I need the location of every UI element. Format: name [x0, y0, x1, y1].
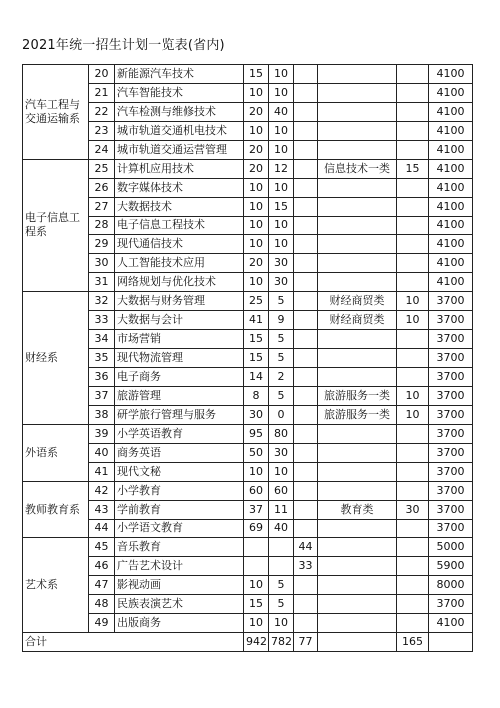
plan-c-cell — [294, 65, 318, 84]
category-count-cell: 10 — [397, 386, 429, 405]
total-e-cell: 165 — [397, 633, 429, 652]
row-number-cell: 21 — [89, 83, 115, 102]
major-name-cell: 大数据与财务管理 — [115, 292, 244, 311]
table-row — [23, 102, 473, 121]
row-number-cell: 31 — [89, 273, 115, 292]
table-row — [23, 83, 473, 102]
plan-a-cell: 15 — [244, 595, 269, 614]
category-count-cell — [397, 140, 429, 159]
plan-a-cell: 10 — [244, 121, 269, 140]
total-row — [23, 633, 473, 652]
plan-b-cell: 10 — [269, 462, 294, 481]
major-name-cell: 现代通信技术 — [115, 235, 244, 254]
plan-c-cell — [294, 254, 318, 273]
tuition-cell: 4100 — [429, 235, 473, 254]
table-row — [23, 273, 473, 292]
category-count-cell — [397, 235, 429, 254]
category-count-cell — [397, 178, 429, 197]
category-cell — [318, 235, 397, 254]
plan-c-cell — [294, 197, 318, 216]
category-cell — [318, 538, 397, 557]
plan-c-cell — [294, 273, 318, 292]
plan-b-cell: 5 — [269, 576, 294, 595]
tuition-cell: 3700 — [429, 481, 473, 500]
row-number-cell: 28 — [89, 216, 115, 235]
tuition-cell: 4100 — [429, 65, 473, 84]
plan-b-cell: 30 — [269, 273, 294, 292]
plan-a-cell: 41 — [244, 311, 269, 330]
plan-c-cell — [294, 424, 318, 443]
plan-c-cell — [294, 330, 318, 349]
table-row — [23, 538, 473, 557]
category-count-cell — [397, 424, 429, 443]
row-number-cell: 47 — [89, 576, 115, 595]
category-count-cell — [397, 576, 429, 595]
major-name-cell: 商务英语 — [115, 443, 244, 462]
total-f-cell — [429, 633, 473, 652]
category-count-cell — [397, 368, 429, 387]
category-cell: 教育类 — [318, 500, 397, 519]
tuition-cell: 3700 — [429, 349, 473, 368]
plan-a-cell: 10 — [244, 216, 269, 235]
row-number-cell: 45 — [89, 538, 115, 557]
category-count-cell: 15 — [397, 159, 429, 178]
major-name-cell: 城市轨道交通运营管理 — [115, 140, 244, 159]
table-row — [23, 481, 473, 500]
category-count-cell — [397, 614, 429, 633]
category-cell: 旅游服务一类 — [318, 386, 397, 405]
table-row — [23, 424, 473, 443]
table-row — [23, 576, 473, 595]
total-b-cell: 782 — [269, 633, 294, 652]
plan-c-cell — [294, 462, 318, 481]
row-number-cell: 34 — [89, 330, 115, 349]
plan-c-cell — [294, 121, 318, 140]
plan-c-cell — [294, 386, 318, 405]
table-row — [23, 121, 473, 140]
plan-a-cell: 15 — [244, 349, 269, 368]
category-count-cell — [397, 121, 429, 140]
major-name-cell: 大数据技术 — [115, 197, 244, 216]
table-row — [23, 311, 473, 330]
plan-b-cell: 10 — [269, 140, 294, 159]
major-name-cell: 新能源汽车技术 — [115, 65, 244, 84]
category-cell — [318, 254, 397, 273]
major-name-cell: 小学语文教育 — [115, 519, 244, 538]
row-number-cell: 42 — [89, 481, 115, 500]
plan-c-cell — [294, 178, 318, 197]
plan-b-cell: 30 — [269, 443, 294, 462]
page-title: 2021年统一招生计划一览表(省内) — [22, 38, 225, 53]
tuition-cell: 4100 — [429, 216, 473, 235]
plan-a-cell: 25 — [244, 292, 269, 311]
tuition-cell: 3700 — [429, 462, 473, 481]
table-row — [23, 595, 473, 614]
plan-b-cell: 11 — [269, 500, 294, 519]
tuition-cell: 3700 — [429, 292, 473, 311]
plan-a-cell: 20 — [244, 159, 269, 178]
major-name-cell: 广告艺术设计 — [115, 557, 244, 576]
tuition-cell: 3700 — [429, 424, 473, 443]
major-name-cell: 研学旅行管理与服务 — [115, 405, 244, 424]
plan-a-cell: 10 — [244, 83, 269, 102]
major-name-cell: 现代文秘 — [115, 462, 244, 481]
major-name-cell: 人工智能技术应用 — [115, 254, 244, 273]
major-name-cell: 市场营销 — [115, 330, 244, 349]
tuition-cell: 8000 — [429, 576, 473, 595]
plan-a-cell: 20 — [244, 102, 269, 121]
category-cell — [318, 102, 397, 121]
category-count-cell: 10 — [397, 311, 429, 330]
category-cell — [318, 519, 397, 538]
tuition-cell: 4100 — [429, 83, 473, 102]
category-cell: 财经商贸类 — [318, 311, 397, 330]
tuition-cell: 4100 — [429, 102, 473, 121]
plan-a-cell: 10 — [244, 235, 269, 254]
major-name-cell: 计算机应用技术 — [115, 159, 244, 178]
category-cell — [318, 443, 397, 462]
plan-b-cell: 9 — [269, 311, 294, 330]
category-cell — [318, 197, 397, 216]
tuition-cell: 3700 — [429, 405, 473, 424]
row-number-cell: 22 — [89, 102, 115, 121]
major-name-cell: 影视动画 — [115, 576, 244, 595]
category-cell — [318, 140, 397, 159]
row-number-cell: 27 — [89, 197, 115, 216]
total-c-cell: 77 — [294, 633, 318, 652]
category-count-cell — [397, 65, 429, 84]
category-cell — [318, 481, 397, 500]
tuition-cell: 5900 — [429, 557, 473, 576]
category-count-cell — [397, 595, 429, 614]
row-number-cell: 26 — [89, 178, 115, 197]
total-a-cell: 942 — [244, 633, 269, 652]
category-cell — [318, 273, 397, 292]
category-count-cell — [397, 462, 429, 481]
major-name-cell: 城市轨道交通机电技术 — [115, 121, 244, 140]
plan-a-cell: 8 — [244, 386, 269, 405]
department-name-cell: 汽车工程与交通运输系 — [23, 65, 89, 160]
row-number-cell: 32 — [89, 292, 115, 311]
plan-c-cell — [294, 595, 318, 614]
row-number-cell: 24 — [89, 140, 115, 159]
table-row — [23, 235, 473, 254]
major-name-cell: 大数据与会计 — [115, 311, 244, 330]
plan-c-cell — [294, 83, 318, 102]
category-count-cell — [397, 538, 429, 557]
row-number-cell: 35 — [89, 349, 115, 368]
plan-a-cell: 15 — [244, 65, 269, 84]
plan-c-cell — [294, 311, 318, 330]
table-row — [23, 216, 473, 235]
plan-b-cell: 40 — [269, 519, 294, 538]
row-number-cell: 33 — [89, 311, 115, 330]
table-row — [23, 614, 473, 633]
enrollment-plan-table — [22, 64, 473, 652]
plan-c-cell: 33 — [294, 557, 318, 576]
major-name-cell: 音乐教育 — [115, 538, 244, 557]
category-cell — [318, 121, 397, 140]
tuition-cell: 3700 — [429, 443, 473, 462]
category-cell: 旅游服务一类 — [318, 405, 397, 424]
plan-b-cell: 12 — [269, 159, 294, 178]
department-name-cell: 艺术系 — [23, 538, 89, 633]
major-name-cell: 旅游管理 — [115, 386, 244, 405]
plan-a-cell: 50 — [244, 443, 269, 462]
tuition-cell: 3700 — [429, 595, 473, 614]
plan-a-cell: 20 — [244, 140, 269, 159]
category-cell — [318, 614, 397, 633]
category-count-cell — [397, 443, 429, 462]
plan-a-cell: 10 — [244, 178, 269, 197]
category-cell — [318, 65, 397, 84]
major-name-cell: 现代物流管理 — [115, 349, 244, 368]
plan-c-cell — [294, 576, 318, 595]
total-label-cell: 合计 — [23, 633, 244, 652]
table-row — [23, 292, 473, 311]
row-number-cell: 39 — [89, 424, 115, 443]
category-cell: 财经商贸类 — [318, 292, 397, 311]
plan-a-cell: 95 — [244, 424, 269, 443]
row-number-cell: 23 — [89, 121, 115, 140]
tuition-cell: 4100 — [429, 159, 473, 178]
plan-c-cell — [294, 405, 318, 424]
plan-c-cell — [294, 443, 318, 462]
plan-a-cell: 37 — [244, 500, 269, 519]
row-number-cell: 25 — [89, 159, 115, 178]
tuition-cell: 3700 — [429, 368, 473, 387]
category-count-cell — [397, 102, 429, 121]
plan-b-cell: 10 — [269, 121, 294, 140]
plan-a-cell: 10 — [244, 614, 269, 633]
row-number-cell: 49 — [89, 614, 115, 633]
row-number-cell: 43 — [89, 500, 115, 519]
plan-b-cell: 0 — [269, 405, 294, 424]
major-name-cell: 网络规划与优化技术 — [115, 273, 244, 292]
plan-b-cell: 10 — [269, 216, 294, 235]
table-row — [23, 557, 473, 576]
category-cell — [318, 576, 397, 595]
major-name-cell: 小学英语教育 — [115, 424, 244, 443]
plan-b-cell: 10 — [269, 614, 294, 633]
category-count-cell — [397, 557, 429, 576]
total-d-cell — [318, 633, 397, 652]
plan-a-cell: 20 — [244, 254, 269, 273]
table-row — [23, 500, 473, 519]
plan-b-cell: 5 — [269, 349, 294, 368]
category-count-cell — [397, 254, 429, 273]
category-count-cell — [397, 349, 429, 368]
table-row — [23, 65, 473, 84]
plan-b-cell: 10 — [269, 65, 294, 84]
table-row — [23, 197, 473, 216]
major-name-cell: 汽车检测与维修技术 — [115, 102, 244, 121]
category-count-cell — [397, 273, 429, 292]
category-cell — [318, 595, 397, 614]
table-row — [23, 140, 473, 159]
category-cell — [318, 349, 397, 368]
plan-b-cell — [269, 538, 294, 557]
category-cell — [318, 368, 397, 387]
category-cell — [318, 424, 397, 443]
plan-b-cell: 10 — [269, 178, 294, 197]
row-number-cell: 37 — [89, 386, 115, 405]
plan-b-cell: 10 — [269, 83, 294, 102]
table-row — [23, 349, 473, 368]
plan-c-cell — [294, 216, 318, 235]
plan-a-cell: 10 — [244, 462, 269, 481]
row-number-cell: 48 — [89, 595, 115, 614]
plan-b-cell: 5 — [269, 595, 294, 614]
category-cell — [318, 216, 397, 235]
tuition-cell: 3700 — [429, 386, 473, 405]
plan-a-cell: 15 — [244, 330, 269, 349]
major-name-cell: 学前教育 — [115, 500, 244, 519]
plan-c-cell — [294, 235, 318, 254]
category-cell — [318, 178, 397, 197]
table-row — [23, 443, 473, 462]
table-row — [23, 330, 473, 349]
tuition-cell: 3700 — [429, 519, 473, 538]
plan-b-cell: 60 — [269, 481, 294, 500]
table-row — [23, 519, 473, 538]
plan-b-cell: 5 — [269, 386, 294, 405]
plan-b-cell: 30 — [269, 254, 294, 273]
tuition-cell: 4100 — [429, 140, 473, 159]
row-number-cell: 41 — [89, 462, 115, 481]
plan-a-cell: 69 — [244, 519, 269, 538]
plan-a-cell: 10 — [244, 576, 269, 595]
tuition-cell: 4100 — [429, 178, 473, 197]
plan-c-cell — [294, 292, 318, 311]
table-row — [23, 159, 473, 178]
category-count-cell — [397, 519, 429, 538]
major-name-cell: 电子信息工程技术 — [115, 216, 244, 235]
department-name-cell: 电子信息工程系 — [23, 159, 89, 292]
row-number-cell: 29 — [89, 235, 115, 254]
table-row — [23, 462, 473, 481]
plan-a-cell: 14 — [244, 368, 269, 387]
plan-a-cell — [244, 538, 269, 557]
table-row — [23, 368, 473, 387]
row-number-cell: 20 — [89, 65, 115, 84]
tuition-cell: 3700 — [429, 311, 473, 330]
row-number-cell: 36 — [89, 368, 115, 387]
category-cell — [318, 557, 397, 576]
plan-a-cell: 30 — [244, 405, 269, 424]
tuition-cell: 5000 — [429, 538, 473, 557]
tuition-cell: 3700 — [429, 330, 473, 349]
plan-c-cell — [294, 519, 318, 538]
category-cell: 信息技术一类 — [318, 159, 397, 178]
category-count-cell — [397, 83, 429, 102]
category-count-cell — [397, 197, 429, 216]
category-count-cell — [397, 216, 429, 235]
plan-a-cell — [244, 557, 269, 576]
major-name-cell: 汽车智能技术 — [115, 83, 244, 102]
major-name-cell: 电子商务 — [115, 368, 244, 387]
major-name-cell: 出版商务 — [115, 614, 244, 633]
table-row — [23, 254, 473, 273]
category-count-cell — [397, 330, 429, 349]
category-cell — [318, 330, 397, 349]
category-count-cell: 10 — [397, 292, 429, 311]
plan-b-cell: 5 — [269, 330, 294, 349]
plan-c-cell — [294, 481, 318, 500]
row-number-cell: 44 — [89, 519, 115, 538]
plan-c-cell — [294, 614, 318, 633]
category-count-cell: 10 — [397, 405, 429, 424]
plan-c-cell — [294, 140, 318, 159]
tuition-cell: 4100 — [429, 273, 473, 292]
plan-b-cell: 10 — [269, 235, 294, 254]
plan-a-cell: 10 — [244, 273, 269, 292]
major-name-cell: 数字媒体技术 — [115, 178, 244, 197]
table-row — [23, 386, 473, 405]
plan-b-cell: 2 — [269, 368, 294, 387]
plan-c-cell — [294, 102, 318, 121]
tuition-cell: 4100 — [429, 254, 473, 273]
category-cell — [318, 462, 397, 481]
plan-a-cell: 60 — [244, 481, 269, 500]
row-number-cell: 30 — [89, 254, 115, 273]
category-cell — [318, 83, 397, 102]
table-row — [23, 405, 473, 424]
row-number-cell: 46 — [89, 557, 115, 576]
plan-a-cell: 10 — [244, 197, 269, 216]
tuition-cell: 4100 — [429, 197, 473, 216]
plan-b-cell: 15 — [269, 197, 294, 216]
plan-c-cell — [294, 500, 318, 519]
plan-c-cell — [294, 349, 318, 368]
plan-b-cell: 5 — [269, 292, 294, 311]
department-name-cell: 财经系 — [23, 292, 89, 425]
row-number-cell: 40 — [89, 443, 115, 462]
category-count-cell — [397, 481, 429, 500]
plan-c-cell: 44 — [294, 538, 318, 557]
major-name-cell: 小学教育 — [115, 481, 244, 500]
row-number-cell: 38 — [89, 405, 115, 424]
plan-c-cell — [294, 368, 318, 387]
tuition-cell: 4100 — [429, 121, 473, 140]
table-row — [23, 178, 473, 197]
category-count-cell: 30 — [397, 500, 429, 519]
plan-c-cell — [294, 159, 318, 178]
tuition-cell: 3700 — [429, 500, 473, 519]
department-name-cell: 外语系 — [23, 424, 89, 481]
department-name-cell: 教师教育系 — [23, 481, 89, 538]
major-name-cell: 民族表演艺术 — [115, 595, 244, 614]
tuition-cell: 4100 — [429, 614, 473, 633]
plan-b-cell: 80 — [269, 424, 294, 443]
plan-b-cell — [269, 557, 294, 576]
plan-b-cell: 40 — [269, 102, 294, 121]
